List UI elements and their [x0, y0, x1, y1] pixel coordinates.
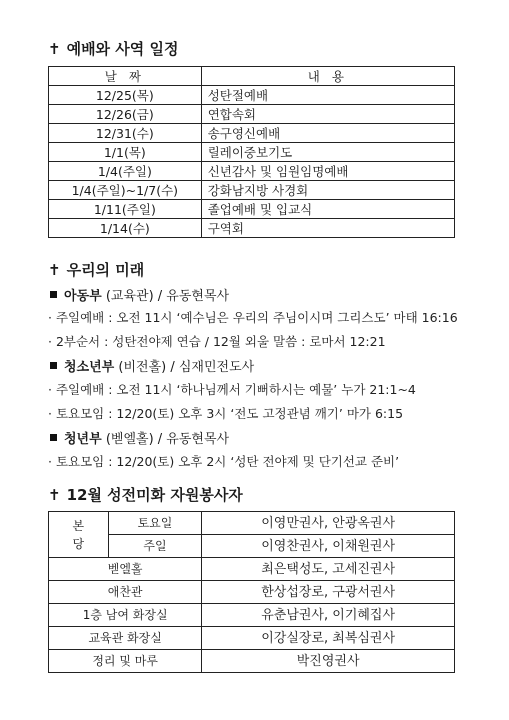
schedule-row — [49, 181, 455, 200]
volunteer-row — [49, 650, 455, 673]
volunteer-place: 주일 — [108, 535, 202, 558]
schedule-date: 1/14(수) — [49, 219, 202, 238]
dept-line: · 주일예배 : 오전 11시 ‘예수님은 우리의 주님이시며 그리스도’ 마태 16:16 — [48, 310, 458, 325]
dept-line: · 2부순서 : 성탄전야제 연습 / 12월 외울 말씀 : 로마서 12:21 — [48, 334, 386, 349]
schedule-title-text: 예배와 사역 일정 — [66, 40, 179, 58]
schedule-content: 강화남지방 사경회 — [201, 181, 454, 200]
schedule-date: 12/26(금) — [49, 105, 202, 124]
volunteer-place: 벧엘홀 — [49, 558, 202, 581]
dept-detail: (교육관) / 유동현목사 — [105, 289, 230, 304]
schedule-content: 릴레이중보기도 — [201, 143, 454, 162]
schedule-header-content: 내 용 — [201, 67, 454, 86]
schedule-row — [49, 219, 455, 238]
schedule-row — [49, 162, 455, 181]
cross-icon: ✝ — [48, 261, 61, 279]
volunteer-names: 박진영권사 — [202, 650, 455, 673]
schedule-row — [49, 86, 455, 105]
volunteer-names: 이영만권사, 안광옥권사 — [202, 512, 455, 535]
volunteer-names: 한상섭장로, 구광서권사 — [202, 581, 455, 604]
schedule-content: 졸업예배 및 입교식 — [201, 200, 454, 219]
schedule-section-title — [48, 38, 178, 59]
dept-young-adult-heading — [50, 428, 229, 447]
volunteer-title-text: 12월 성전미화 자원봉사자 — [66, 486, 243, 504]
dept-detail: (비전홀) / 심재민전도사 — [118, 360, 255, 375]
schedule-date: 1/4(주일) — [49, 162, 202, 181]
volunteer-row — [49, 604, 455, 627]
schedule-row — [49, 124, 455, 143]
volunteer-place: 정리 및 마루 — [49, 650, 202, 673]
dept-name: 아동부 — [64, 289, 102, 304]
volunteer-section-title — [48, 484, 243, 505]
schedule-row — [49, 105, 455, 124]
dept-name: 청년부 — [64, 432, 102, 447]
square-bullet-icon — [50, 291, 57, 298]
schedule-date: 12/25(목) — [49, 86, 202, 105]
schedule-content: 송구영신예배 — [201, 124, 454, 143]
schedule-row — [49, 143, 455, 162]
volunteer-place: 애찬관 — [49, 581, 202, 604]
schedule-header-date: 날 짜 — [49, 67, 202, 86]
volunteer-names: 유춘남권사, 이기혜집사 — [202, 604, 455, 627]
future-title-text: 우리의 미래 — [66, 261, 145, 279]
schedule-table — [48, 66, 455, 238]
square-bullet-icon — [50, 434, 57, 441]
volunteer-row — [49, 581, 455, 604]
volunteer-table — [48, 511, 455, 673]
schedule-content: 신년감사 및 임원임명예배 — [201, 162, 454, 181]
schedule-content: 구역회 — [201, 219, 454, 238]
schedule-date: 1/4(주일)~1/7(수) — [49, 181, 202, 200]
schedule-date: 1/1(목) — [49, 143, 202, 162]
volunteer-place: 1층 남여 화장실 — [49, 604, 202, 627]
volunteer-names: 이영찬권사, 이채원권사 — [202, 535, 455, 558]
volunteer-place: 토요일 — [108, 512, 202, 535]
cross-icon: ✝ — [48, 40, 61, 58]
cross-icon: ✝ — [48, 486, 61, 504]
dept-detail: (벧엘홀) / 유동현목사 — [105, 432, 230, 447]
schedule-date: 12/31(수) — [49, 124, 202, 143]
square-bullet-icon — [50, 362, 57, 369]
volunteer-row — [49, 558, 455, 581]
schedule-row — [49, 200, 455, 219]
dept-children-heading — [50, 285, 229, 304]
schedule-header-row — [49, 67, 455, 86]
volunteer-names: 최은택성도, 고세진권사 — [202, 558, 455, 581]
schedule-content: 성탄절예배 — [201, 86, 454, 105]
volunteer-row — [49, 535, 455, 558]
volunteer-place: 교육관 화장실 — [49, 627, 202, 650]
volunteer-row — [49, 512, 455, 535]
future-section-title — [48, 259, 144, 280]
schedule-content: 연합속회 — [201, 105, 454, 124]
dept-name: 청소년부 — [64, 360, 115, 375]
volunteer-row — [49, 627, 455, 650]
dept-youth-heading — [50, 356, 254, 375]
dept-line: · 주일예배 : 오전 11시 ‘하나님께서 기뻐하시는 예물’ 누가 21:1~4 — [48, 382, 416, 397]
dept-line: · 토요모임 : 12/20(토) 오후 3시 ‘전도 고정관념 깨기’ 마가 6:15 — [48, 406, 404, 421]
schedule-date: 1/11(주일) — [49, 200, 202, 219]
dept-line: · 토요모임 : 12/20(토) 오후 2시 ‘성탄 전야제 및 단기선교 준비’ — [48, 454, 400, 469]
bondang-label: 본 당 — [49, 512, 109, 558]
volunteer-names: 이강실장로, 최복심권사 — [202, 627, 455, 650]
